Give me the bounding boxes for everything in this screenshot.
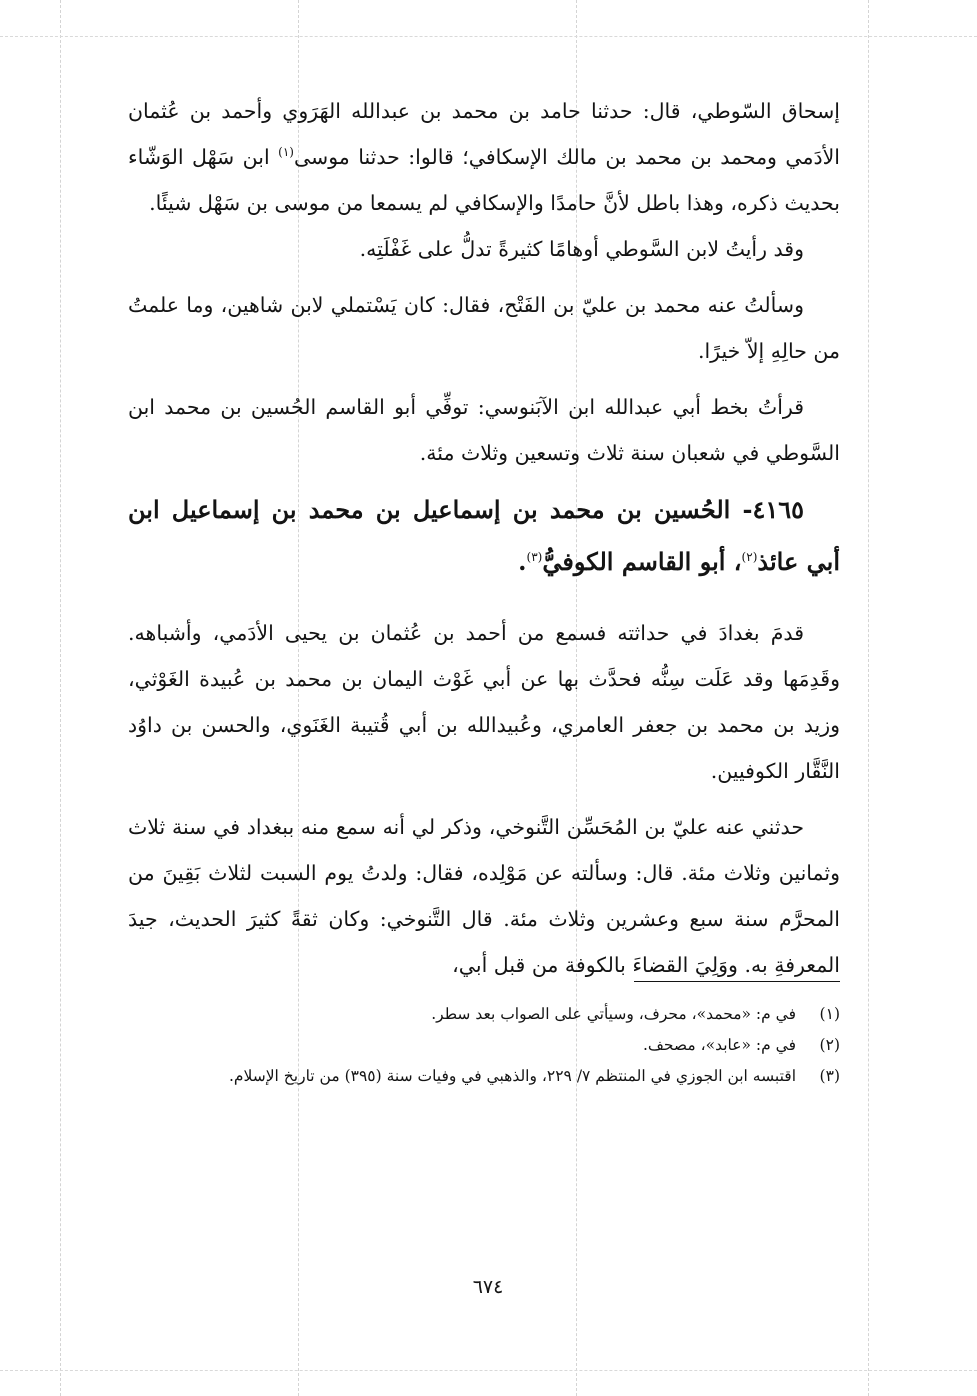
footnote-ref: (٢) — [741, 550, 758, 564]
scan-guide-line — [0, 1370, 977, 1371]
entry-end: . — [518, 547, 527, 576]
footnotes — [128, 1000, 840, 1093]
footnote-ref: (٣) — [526, 550, 543, 564]
footnote-number: (٢) — [819, 1036, 840, 1054]
footnote-item — [128, 1031, 840, 1060]
footnote-separator — [634, 981, 840, 982]
footnote-item — [128, 1062, 840, 1091]
scan-guide-line — [868, 0, 869, 1396]
footnote-item — [128, 1000, 840, 1029]
page-number: ٦٧٤ — [472, 1276, 504, 1298]
bio-paragraph-1 — [128, 610, 840, 794]
footnote-ref: (١) — [278, 145, 294, 160]
footnote-text: اقتبسه ابن الجوزي في المنتظم ٧/ ٢٢٩، والذهبي في وفيات سنة (٣٩٥) من تاريخ الإسلام. — [228, 1067, 796, 1085]
paragraph-text: قدمَ بغدادَ في حداثته فسمع من أحمد بن عُثمان بن يحيى الأدَمي، وأشباهه. وقَدِمَها وقد عَلَت سِنُّه فحدَّث بها عن أبي غَوْث اليمان بن محمد بن عُبيدة الغَوْثي، وزيد بن محمد بن جعفر العامري، وعُبيدالله بن أبي قُتيبة الغَنَوي، والحسن بن داوُد النَّقَّار الكوفيين. — [128, 621, 840, 783]
paragraph-1 — [128, 88, 840, 226]
entry-heading — [128, 484, 840, 588]
paragraph-4 — [128, 384, 840, 476]
scan-guide-line — [0, 36, 977, 37]
paragraph-2 — [128, 226, 840, 272]
paragraph-text: قرأتُ بخط أبي عبدالله ابن الآبَنوسي: توفِّي أبو القاسم الحُسين بن محمد ابن السَّوطي في شعبان سنة ثلاث وتسعين وثلاث مئة. — [128, 395, 840, 465]
entry-kunya: ، أبو القاسم الكوفيُّ — [542, 547, 742, 576]
footnote-text: في م: «محمد»، محرف، وسيأتي على الصواب بعد سطر. — [431, 1005, 796, 1023]
bio-paragraph-2 — [128, 804, 840, 988]
main-text — [128, 88, 840, 988]
paragraph-text: وقد رأيتُ لابن السَّوطي أوهامًا كثيرةً تدلُّ على غَفْلَتِه. — [359, 237, 804, 261]
entry-number: ٤١٦٥ — [752, 495, 804, 524]
entry-name: - الحُسين بن محمد بن إسماعيل بن محمد بن إسماعيل ابن أبي عائذ — [128, 495, 840, 576]
footnote-number: (١) — [819, 1005, 840, 1023]
paragraph-3 — [128, 282, 840, 374]
scan-guide-line — [60, 0, 61, 1396]
paragraph-text: حدثني عنه عليّ بن المُحَسِّن التَّنوخي، وذكر لي أنه سمع منه ببغداد في سنة ثلاث وثمانين وثلاث مئة. قال: وسألته عن مَوْلِده، فقال: ولدتُ يوم السبت لثلاث بَقِينَ من المحرَّم سنة سبع وعشرين وثلاث مئة. قال التَّنوخي: وكان ثقةً كثيرَ الحديث، جيدَ المعرفةِ به. ووَلِيَ القضاءَ بالكوفة من قبل أبي، — [128, 815, 840, 977]
paragraph-text: إسحاق السّوطي، قال: حدثنا حامد بن محمد بن عبدالله الهَرَوي وأحمد بن عُثمان الأدَمي ومحمد بن محمد بن مالك الإسكافي؛ قالوا: حدثنا موسى — [128, 99, 840, 169]
paragraph-text: وسألتُ عنه محمد بن عليّ بن الفَتْح، فقال: كان يَسْتملي لابن شاهين، وما علمتُ من حالِهِ إلاّ خيرًا. — [128, 293, 840, 363]
paragraph-text: ابن سَهْل الوَشّاء بحديث ذكره، وهذا باطل لأنَّ حامدًا والإسكافي لم يسمعا من موسى بن سَهْل شيئًا. — [128, 145, 840, 215]
footnote-number: (٣) — [819, 1067, 840, 1085]
footnote-text: في م: «عابد»، مصحف. — [642, 1036, 796, 1054]
